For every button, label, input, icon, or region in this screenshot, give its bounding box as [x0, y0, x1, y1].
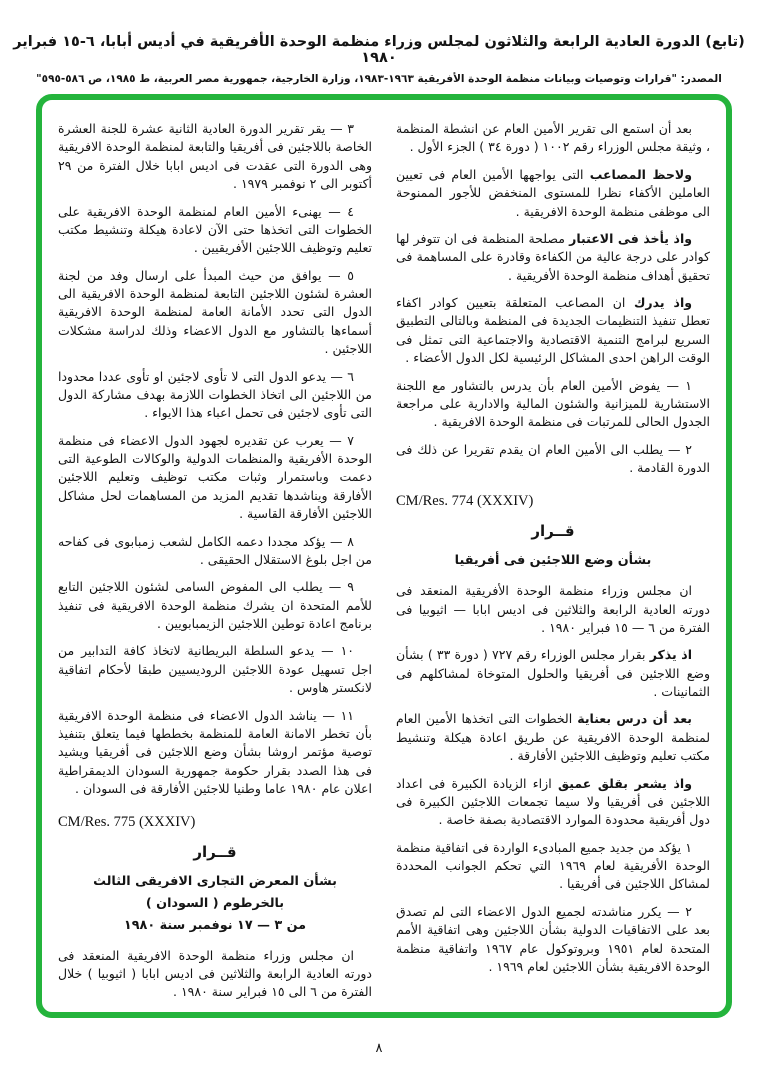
paragraph-lead: واذ يشعر بقلق عميق: [557, 775, 692, 791]
second-column: [58, 120, 372, 1002]
paragraph-lead: واذ يأخذ فى الاعتبار: [569, 230, 693, 246]
paragraph: [396, 377, 710, 432]
paragraph: [396, 903, 710, 977]
paragraph: [58, 267, 372, 359]
paragraph-text: ازاء الزيادة الكبيرة فى اعداد اللاجئين فى أفريقيا ولا سيما تجمعات اللاجئين الكبيرة فى دول أفريقية محدودة الموارد الاقتصادية بصفة خاصة .: [396, 775, 710, 828]
paragraph: [58, 120, 372, 194]
paragraph-text: ١٠ — يدعو السلطة البريطانية لاتخاذ كافة التدابير من اجل تسهيل عودة اللاجئين الروديسيين طبقا لأحكام اتفاقية لانكستر هاوس .: [58, 643, 372, 696]
decision-subtitle-line: من ٣ — ١٧ نوفمبر سنة ١٩٨٠: [123, 917, 307, 933]
decision-subtitle-line: بشأن المعرض التجارى الافريقى الثالث: [93, 874, 337, 890]
paragraph-text: ان مجلس وزراء منظمة الوحدة الافريقية المنعقد فى دورته العادية الرابعة والثلاثين فى اديس ابابا ( اثيوبيا ) خلال الفترة من ٦ الى ١٥ فبراير سنة ١٩٨٠ .: [58, 947, 372, 1000]
paragraph: [58, 368, 372, 423]
paragraph: [396, 839, 710, 894]
paragraph-text: ٦ — يدعو الدول التى لا تأوى لاجئين او تأوى عددا محدودا من اللاجئين الى اتخاذ الخطوات اللازمة بهدف مشاركة الدول التى تأوى لاجئين فى تحمل اعباء هذا الايواء .: [58, 368, 372, 421]
paragraph-text: ان مجلس وزراء منظمة الوحدة الأفريقية المنعقد فى دورته العادية الرابعة والثلاثين فى اديس ابابا — اثيوبيا فى الفترة من ٦ — ١٥ فبراير ١٩٨٠ .: [396, 583, 710, 635]
two-column-layout: [58, 120, 710, 1002]
paragraph-lead: بعد أن درس بعناية: [577, 711, 692, 727]
paragraph-text: ٧ — يعرب عن تقديره لجهود الدول الاعضاء فى منظمة الوحدة الأفريقية والمنظمات الدولية والوكالات الطوعية التى دعمت وباستمرار وثبات مكتب توظيف وتعليم اللاجئين الأفارقة ويناشدها تقديم المزيد من المساهمات لحل مشاكل اللاجئين الأفارقة القاسية .: [58, 432, 372, 522]
decision-subtitle-line: بالخرطوم ( السودان ): [145, 896, 285, 912]
paragraph-text: ١ — يفوض الأمين العام بأن يدرس بالتشاور مع اللجنة الاستشارية للميزانية والشئون المالية والادارية على مراجعة الجدول الحالى للمرتبات فى منظمة الوحدة الافريقية .: [396, 377, 710, 430]
decision-subtitle: [58, 871, 372, 936]
paragraph: [58, 432, 372, 524]
paragraph: [58, 533, 372, 570]
paragraph-text: بعد أن استمع الى تقرير الأمين العام عن انشطة المنظمة ، وثيقة مجلس الوزراء رقم ١٠٠٢ ( دورة ٣٤ ) الجزء الأول .: [396, 121, 710, 155]
decision-subtitle: بشأن وضع اللاجئين فى أفريقيا: [454, 553, 652, 569]
paragraph-text: ٥ — يوافق من حيث المبدأ على ارسال وفد من لجنة العشرة لشئون اللاجئين التابعة لمنظمة الوحدة الافريقية الى الدول التى تحدد الأمانة العامة لمنظمة الوحدة الافريقية أسماءها بالتشاور مع الدول الاعضاء وذلك لدراسة مشكلات اللاجئين .: [58, 267, 372, 357]
paragraph: [396, 646, 710, 701]
resolution-number-775: CM/Res. 775 (XXXIV): [58, 814, 196, 831]
paragraph-lead: واذ يدرك: [633, 295, 692, 310]
decision-heading: قــرار: [531, 522, 575, 541]
paragraph: [58, 642, 372, 697]
page-number: ٨: [375, 1041, 383, 1056]
page-header: [0, 0, 758, 85]
paragraph-text: الخطوات التى اتخذها الأمين العام لمنظمة الوحدة الافريقية عن طريق اعادة هيكلة وتنشيط مكتب تعليم وتوظيف اللاجئين الأفارقة .: [396, 711, 710, 764]
paragraph-text: مصلحة المنظمة فى ان تتوفر لها كوادر على درجة عالية من الكفاءة وقادرة على المساهمة فى تحقيق أهداف منظمة الوحدة الأفريقية .: [396, 230, 710, 283]
paragraph: [58, 578, 372, 633]
paragraph-text: ٣ — يقر تقرير الدورة العادية الثانية عشرة للجنة العشرة الخاصة باللاجئين فى أفريقيا والتابعة لمنظمة الوحدة الافريقية وهى الدورة التى عقدت فى اديس ابابا خلال الفترة من ٢٩ أكتوبر الى ٢ نوفمبر ١٩٧٩ .: [58, 121, 372, 192]
header-title: (تابع) الدورة العادية الرابعة والثلاثون لمجلس وزراء منظمة الوحدة الأفريقية في أديس أبابا، ٦-١٥ فبراير ١٩٨٠: [13, 34, 745, 66]
first-column: [396, 120, 710, 1002]
paragraph: [58, 947, 372, 1002]
paragraph-text: ١ يؤكد من جديد جميع المبادىء الواردة فى اتفاقية منظمة الوحدة الأفريقية لعام ١٩٦٩ التي تحكم الجوانب المحددة لمشاكل اللاجئين فى أفريقيا .: [396, 839, 710, 892]
paragraph: [396, 775, 710, 830]
paragraph-lead: اذ يذكر: [649, 647, 692, 663]
paragraph: [396, 710, 710, 765]
decision-heading: قــرار: [193, 843, 237, 862]
paragraph: [58, 707, 372, 799]
paragraph-text: بقرار مجلس الوزراء رقم ٧٢٧ ( دورة ٣٣ ) بشأن وضع اللاجئين فى أفريقيا والحلول المتوخاة لمشاكلهم فى الثمانينات .: [396, 647, 710, 699]
paragraph-text: ٢ — يطلب الى الأمين العام ان يقدم تقريرا عن ذلك فى الدورة القادمة .: [396, 441, 710, 475]
paragraph-text: ٩ — يطلب الى المفوض السامى لشئون اللاجئين التابع للأمم المتحدة ان يشرك منظمة الوحدة الافريقية فى تنفيذ برنامج اعادة توطين اللاجئين الزيمبابويين .: [58, 579, 372, 631]
paragraph-text: ٨ — يؤكد مجددا دعمه الكامل لشعب زمبابوى فى كفاحه من اجل بلوغ الاستقلال الحقيقى .: [58, 533, 372, 567]
paragraph: [396, 166, 710, 221]
resolution-number-774: CM/Res. 774 (XXXIV): [396, 493, 534, 510]
paragraph: [396, 120, 710, 157]
paragraph: [58, 203, 372, 258]
paragraph: [396, 582, 710, 637]
paragraph-text: ٢ — يكرر مناشدته لجميع الدول الاعضاء التى لم تصدق بعد على الاتفاقيات الدولية بشأن اللاجئين وهى اتفاقية الأمم المتحدة لعام ١٩٥١ وبروتوكول عام ١٩٦٧ واتفاقية منظمة الوحدة الافريقية بشأن اللاجئين لعام ١٩٦٩ .: [396, 903, 710, 974]
paragraph: [396, 294, 710, 368]
paragraph-lead: ولاحظ المصاعب: [589, 166, 693, 182]
paragraph: [396, 230, 710, 285]
header-source-line: المصدر: "قرارات وتوصيات وبيانات منظمة الوحدة الأفريقية ١٩٦٣-١٩٨٣، وزارة الخارجية، جمهورية مصر العربية، ط ١٩٨٥، ص ٥٨٦-٥٩٥": [36, 73, 722, 85]
green-border-frame: [36, 94, 732, 1018]
paragraph-text: التى يواجهها الأمين العام فى تعيين العاملين الأكفاء نظرا للمستوى المنخفض للأجور الممنوحة الى موظفى منظمة الوحدة الافريقية .: [396, 166, 710, 219]
paragraph-text: ان المصاعب المتعلقة بتعيين كوادر اكفاء تعطل تنفيذ التنظيمات الجديدة فى المنظمة وبالتالى التطبيق السريع لبرامج التنمية الاقتصادية والاجتماعية التى تمثل فى الوقت الراهن احدى المشاكل الرئيسية لكل الدول الأعضاء .: [396, 295, 710, 366]
paragraph-text: ١١ — يناشد الدول الاعضاء فى منظمة الوحدة الافريقية بأن تخطر الامانة العامة للمنظمة بخططها فيما يتعلق بتنفيذ توصية مؤتمر اروشا بشأن وضع اللاجئين فى أفريقيا ويشيد فى هذا الصدد بقرار حكومة جمهورية السودان الديمقراطية اعلان عام ١٩٨٠ عاما وطنيا للاجئين الأفارقة فى السودان .: [58, 707, 372, 796]
paragraph-text: ٤ — يهنىء الأمين العام لمنظمة الوحدة الافريقية على الخطوات التى اتخذها حتى الآن لاعادة هيكلة وتنشيط مكتب تعليم وتوظيف اللاجئين الأفريقيين .: [58, 203, 372, 256]
paragraph: [396, 441, 710, 478]
